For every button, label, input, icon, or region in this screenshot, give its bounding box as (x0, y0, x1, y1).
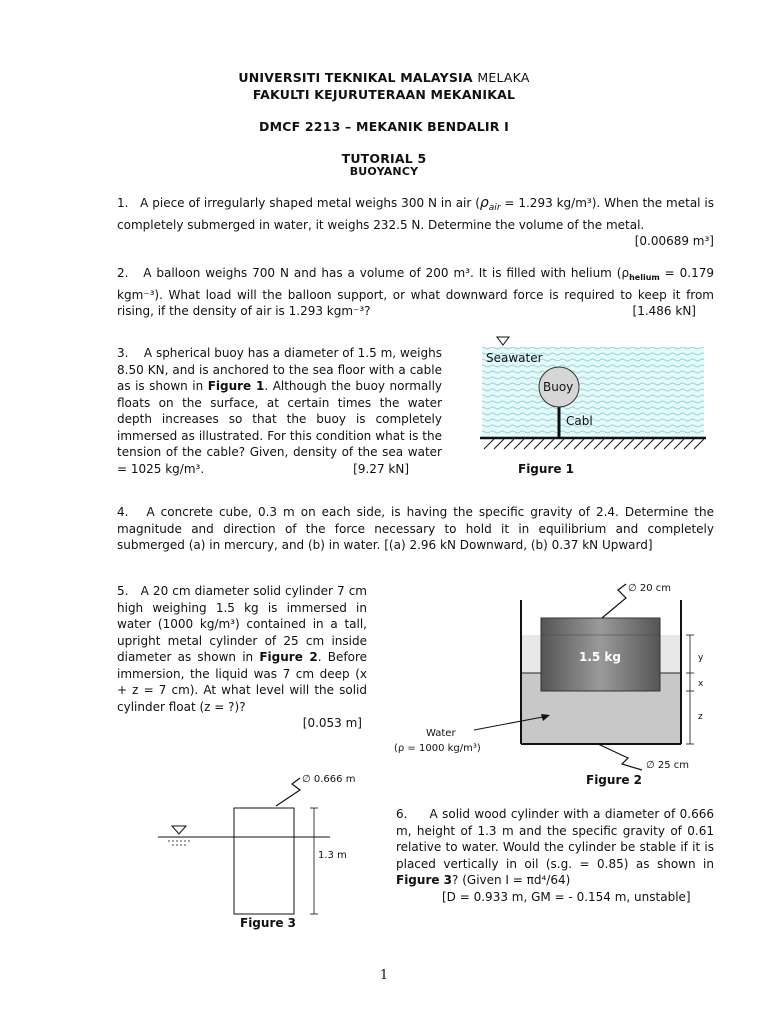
water-label: Water (426, 728, 456, 739)
diameter-label: ∅ 0.666 m (302, 774, 356, 785)
question-5-answer: [0.053 m] (302, 716, 362, 730)
figure-1-ref: Figure 1 (207, 379, 265, 393)
top-diameter-leader (602, 584, 626, 618)
surface-symbol (172, 826, 186, 834)
question-6-text-b: ? (Given I = πd⁴/64) (452, 873, 571, 887)
rho-subscript: air (488, 203, 501, 214)
x-label: x (698, 679, 704, 689)
figure-2-caption: Figure 2 (586, 773, 643, 787)
z-label: z (698, 712, 703, 722)
buoy-label: Buoy (543, 380, 574, 394)
rho-symbol: ρ (479, 195, 489, 211)
question-2 (117, 265, 714, 320)
cable-label: Cabl (566, 414, 593, 428)
question-1 (117, 195, 714, 250)
question-3-text-a: A spherical buoy has a diameter of 1.5 m, weighs 8.50 KN, and is anchored to the sea floor with a cable as is shown in (117, 346, 442, 393)
top-diameter-label: ∅ 20 cm (628, 583, 672, 594)
figure-1 (470, 333, 720, 483)
figure-3 (150, 770, 375, 935)
mass-label: 1.5 kg (578, 650, 622, 664)
question-3 (117, 345, 442, 477)
figure-1-caption: Figure 1 (518, 462, 575, 476)
question-1-text-b: = 1.293 kg/m³). When the metal is completely submerged in water, it weighs 232.5 N. Determine the volume of the metal. (117, 196, 715, 232)
question-5-text-b: . Before immersion, the liquid was 7 cm deep (x + z = 7 cm). At what level will the solid cylinder float (z = ?)? (117, 650, 367, 714)
question-4-number: 4. (117, 505, 129, 519)
height-label: 1.3 m (318, 850, 347, 861)
seawater-label: Seawater (486, 351, 543, 365)
question-2-text-a: A balloon weighs 700 N and has a volume of 200 m³. It is filled with helium (ρ (143, 266, 630, 280)
figure-2-ref: Figure 2 (259, 650, 318, 664)
question-3-text-b: . Although the buoy normally floats on the surface, at certain times the water depth increases so that the buoy is completely immersed as illustrated. For this condition what is the tension of the cable? Given, density of the sea water = 1025 kg/m³. (117, 379, 443, 476)
question-2-answer: [1.486 kN] (632, 304, 696, 319)
diameter-leader (276, 778, 300, 806)
water-density-label: (ρ = 1000 kg/m³) (394, 743, 481, 754)
water-surface-symbol (497, 337, 509, 345)
figure-3-ref: Figure 3 (396, 873, 453, 887)
question-6-answer: [D = 0.933 m, GM = - 0.154 m, unstable] (442, 889, 691, 904)
figure-2 (390, 578, 720, 793)
question-1-number: 1. (117, 196, 129, 210)
faculty-title: FAKULTI KEJURUTERAAN MEKANIKAL (252, 87, 516, 102)
course-title: DMCF 2213 – MEKANIK BENDALIR I (259, 119, 509, 134)
bottom-diameter-leader (598, 744, 642, 770)
question-6-number: 6. (396, 807, 408, 821)
bottom-diameter-label: ∅ 25 cm (646, 760, 690, 771)
wood-cylinder (234, 808, 294, 914)
question-5-text-a: A 20 cm diameter solid cylinder 7 cm high weighing 1.5 kg is immersed in water (1000 kg/m³) contained in a tall, upright metal cylinder of 25 cm inside diameter as shown in (117, 584, 367, 664)
question-4-text: A concrete cube, 0.3 m on each side, is having the specific gravity of 2.4. Determine the magnitude and direction of the force necessary to hold it in equilibrium and completely submerged (a) in mercury, and (b) in water. [(a) 2.96 kN Downward, (b) 0.37 kN Upward] (117, 505, 714, 552)
university-location: MELAKA (477, 70, 530, 85)
university-title (0, 70, 768, 85)
tutorial-title: TUTORIAL 5 (341, 151, 427, 166)
y-label: y (698, 653, 704, 663)
sea-floor-hatch (484, 439, 704, 449)
question-4 (117, 504, 714, 554)
helium-subscript: helium (629, 273, 660, 283)
question-2-number: 2. (117, 266, 129, 280)
question-1-answer: [0.00689 m³] (634, 234, 714, 249)
question-3-number: 3. (117, 346, 129, 360)
topic-title: BUOYANCY (349, 165, 419, 178)
question-2-text-b: = 0.179 kgm⁻³). What load will the balloon support, or what downward force is required to keep it from rising, if the density of air is 1.293 kgm⁻³? (117, 266, 715, 319)
question-3-answer: [9.27 kN] (353, 461, 409, 476)
question-6-text-a: A solid wood cylinder with a diameter of 0.666 m, height of 1.3 m and the specific gravity of 0.61 relative to water. Would the cylinder be stable if it is placed vertically in oil (s.g. = 0.85) as shown in (396, 807, 714, 871)
figure-3-caption: Figure 3 (240, 916, 297, 930)
question-5 (117, 583, 367, 732)
question-6 (396, 806, 714, 905)
question-1-text-a: A piece of irregularly shaped metal weighs 300 N in air ( (140, 196, 480, 210)
question-5-number: 5. (117, 584, 129, 598)
page-number: 1 (379, 968, 389, 983)
university-name: UNIVERSITI TEKNIKAL MALAYSIA (238, 70, 473, 85)
